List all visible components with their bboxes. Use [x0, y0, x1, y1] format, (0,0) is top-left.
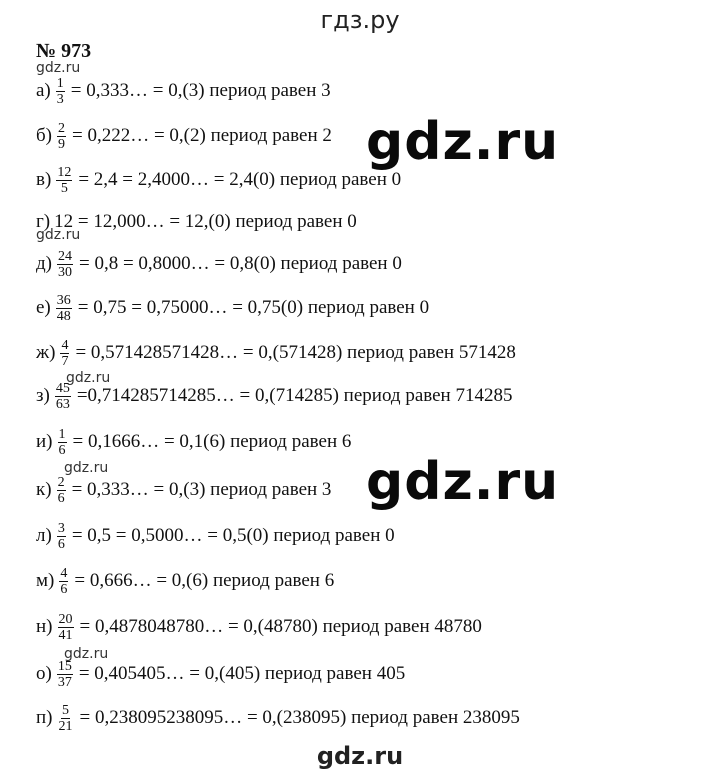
exercise-row: [36, 116, 332, 156]
fraction: [58, 703, 74, 734]
item-text: = 0,1666… = 0,1(6) период равен 6: [72, 431, 352, 452]
item-text: 12 = 12,000… = 12,(0) период равен 0: [54, 211, 357, 232]
watermark-small: gdz.ru: [36, 227, 81, 243]
item-label: б): [36, 125, 52, 146]
fraction: [57, 659, 73, 690]
fraction-denominator: 6: [60, 581, 68, 597]
item-text: = 0,405405… = 0,(405) период равен 405: [78, 663, 406, 684]
exercise-row: [36, 202, 357, 242]
item-text: = 0,222… = 0,(2) период равен 2: [72, 125, 332, 146]
fraction-numerator: 4: [60, 565, 68, 581]
exercise-row: [36, 288, 429, 328]
fraction-denominator: 7: [61, 353, 69, 369]
item-label: е): [36, 297, 51, 318]
fraction: [57, 475, 66, 506]
watermark-small: gdz.ru: [64, 460, 109, 476]
item-text: =0,714285714285… = 0,(714285) период равен 714285: [76, 385, 513, 406]
fraction: [55, 381, 71, 412]
fraction: [60, 338, 69, 369]
item-text: = 0,333… = 0,(3) период равен 3: [71, 479, 332, 500]
exercise-row: [36, 244, 402, 284]
item-text: = 0,333… = 0,(3) период равен 3: [70, 80, 331, 101]
fraction-numerator: 2: [58, 120, 65, 136]
item-label: п): [36, 707, 53, 728]
item-label: л): [36, 525, 52, 546]
fraction: [56, 165, 72, 196]
site-title: гдз.ру: [320, 6, 400, 34]
item-text: = 0,571428571428… = 0,(571428) период равен 571428: [75, 342, 516, 363]
watermark-small: gdz.ru: [64, 646, 109, 662]
item-text: = 0,666… = 0,(6) период равен 6: [74, 570, 335, 591]
item-text: = 0,8 = 0,8000… = 0,8(0) период равен 0: [79, 253, 402, 274]
fraction-denominator: 63: [55, 396, 70, 412]
item-text: = 0,238095238095… = 0,(238095) период равен 238095: [79, 707, 520, 728]
watermark-small: gdz.ru: [66, 370, 111, 386]
item-label: и): [36, 431, 53, 452]
item-text: = 0,4878048780… = 0,(48780) период равен 48780: [79, 616, 482, 637]
fraction: [57, 121, 66, 152]
fraction-numerator: 1: [58, 426, 66, 442]
watermark-small: gdz.ru: [36, 60, 81, 76]
fraction-numerator: 45: [55, 380, 70, 396]
item-label: д): [36, 253, 52, 274]
fraction-denominator: 9: [58, 136, 65, 152]
fraction-numerator: 1: [56, 75, 64, 91]
fraction-denominator: 48: [56, 308, 71, 324]
item-label: к): [36, 479, 52, 500]
item-text: = 0,5 = 0,5000… = 0,5(0) период равен 0: [71, 525, 395, 546]
item-label: н): [36, 616, 53, 637]
fraction-numerator: 12: [57, 164, 72, 180]
fraction-numerator: 3: [57, 520, 65, 536]
item-text: = 0,75 = 0,75000… = 0,75(0) период равен 0: [77, 297, 430, 318]
fraction: [57, 521, 66, 552]
fraction-numerator: 36: [56, 292, 71, 308]
fraction-denominator: 37: [57, 674, 72, 690]
problem-number: № 973: [36, 40, 92, 62]
fraction-denominator: 6: [57, 490, 65, 506]
fraction: [58, 427, 67, 458]
fraction-numerator: 15: [57, 658, 72, 674]
fraction-denominator: 6: [58, 442, 66, 458]
exercise-row: [36, 160, 401, 200]
watermark-large: gdz.ru: [366, 452, 560, 512]
fraction-denominator: 5: [60, 180, 68, 196]
fraction-denominator: 3: [56, 91, 64, 107]
item-label: з): [36, 385, 50, 406]
fraction: [56, 76, 65, 107]
item-label: г): [36, 211, 51, 232]
exercise-row: [36, 333, 516, 373]
exercise-row: [36, 71, 331, 111]
fraction-numerator: 2: [57, 474, 65, 490]
item-label: в): [36, 169, 52, 190]
item-label: а): [36, 80, 51, 101]
exercise-row: [36, 470, 331, 510]
fraction: [56, 293, 72, 324]
item-label: м): [36, 570, 55, 591]
exercise-row: [36, 654, 405, 694]
watermark-large: gdz.ru: [366, 112, 560, 172]
fraction-denominator: 6: [57, 536, 65, 552]
fraction-numerator: 20: [58, 611, 73, 627]
exercise-row: [36, 698, 520, 738]
fraction-denominator: 21: [58, 718, 73, 734]
item-text: = 2,4 = 2,4000… = 2,4(0) период равен 0: [78, 169, 402, 190]
item-label: ж): [36, 342, 56, 363]
fraction-numerator: 24: [58, 248, 72, 264]
watermark-footer: gdz.ru: [316, 742, 404, 770]
fraction: [58, 612, 74, 643]
fraction-numerator: 4: [61, 337, 69, 353]
item-label: о): [36, 663, 52, 684]
exercise-row: [36, 376, 512, 416]
exercise-row: [36, 607, 482, 647]
fraction: [59, 566, 68, 597]
exercise-row: [36, 422, 351, 462]
fraction-denominator: 41: [58, 627, 73, 643]
exercise-row: [36, 516, 395, 556]
fraction: [57, 249, 73, 280]
exercise-row: [36, 561, 334, 601]
fraction-numerator: 5: [62, 702, 69, 718]
fraction-denominator: 30: [58, 264, 72, 280]
